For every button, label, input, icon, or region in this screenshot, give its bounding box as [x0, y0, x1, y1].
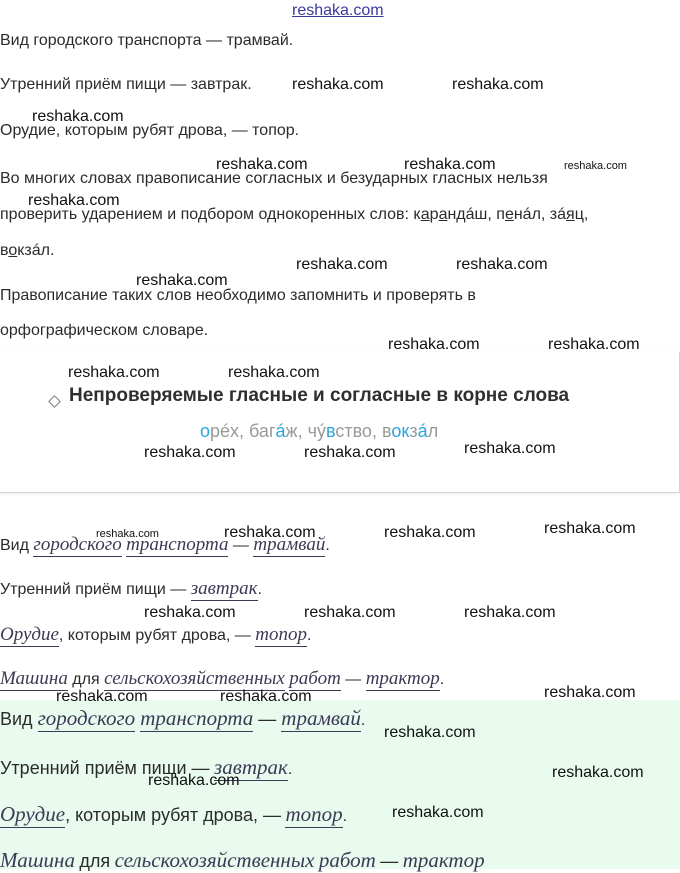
watermark: reshaka.com [96, 528, 159, 540]
watermark: reshaka.com [304, 444, 396, 461]
vowel-underlined: а [438, 206, 448, 223]
watermark: reshaka.com [384, 524, 476, 541]
watermark: reshaka.com [296, 256, 388, 273]
highlight-letter: á [275, 421, 286, 441]
paragraph-line-3 [0, 242, 54, 260]
handwritten-word: топор [285, 802, 343, 826]
answer-text: . [342, 808, 348, 825]
answer-text: для [79, 851, 111, 871]
answer-text: — [258, 709, 277, 729]
example-text: ство, в [335, 421, 392, 441]
para-text: проверить ударением и подбором однокоренных слов: к [0, 206, 421, 223]
watermark: reshaka.com [544, 684, 636, 701]
vowel-underlined: а [420, 206, 430, 223]
answer-line-3-green [0, 802, 347, 827]
example-text: ж, ч [285, 421, 317, 441]
watermark: reshaka.com [544, 520, 636, 537]
answer-text: . [325, 537, 330, 554]
rule-examples [200, 421, 438, 442]
para-text: в [0, 242, 9, 259]
handwritten-word: городского [33, 534, 122, 555]
watermark: reshaka.com [224, 524, 316, 541]
watermark: reshaka.com [220, 688, 312, 705]
para-text: ндáш, п [447, 206, 505, 223]
watermark: reshaka.com [564, 160, 627, 172]
highlight-letter: в [325, 421, 336, 441]
watermark: reshaka.com [304, 604, 396, 621]
handwritten-word: работ [318, 848, 376, 872]
handwritten-word: завтрак [214, 755, 288, 779]
handwritten-word: городского [37, 706, 136, 730]
handwritten-word: транспорта [140, 706, 254, 730]
highlight-letter: к [401, 421, 410, 441]
text-line-2: Утренний приём пищи — завтрак. [0, 76, 252, 93]
vowel-underlined: я [566, 206, 575, 223]
watermark: reshaka.com [452, 76, 544, 93]
watermark: reshaka.com [464, 440, 556, 457]
watermark: reshaka.com [28, 192, 120, 209]
highlight-letter: о [391, 421, 402, 441]
highlight-letter: о [200, 421, 211, 441]
answer-text: для [72, 671, 100, 688]
answer-text: — [380, 851, 399, 871]
watermark: reshaka.com [292, 76, 384, 93]
watermark: reshaka.com [552, 764, 644, 781]
answer-text: , которым рубят дрова, — [65, 805, 281, 825]
watermark: reshaka.com [216, 156, 308, 173]
answer-text: — [345, 671, 362, 688]
answer-line-2-green [0, 755, 292, 780]
watermark: reshaka.com [144, 444, 236, 461]
handwritten-word: транспорта [126, 534, 229, 555]
watermark: reshaka.com [404, 156, 496, 173]
para-text: нáл, зá [513, 206, 567, 223]
handwritten-word: завтрак [190, 578, 258, 599]
example-text: з [409, 421, 418, 441]
answer-text: . [287, 761, 293, 778]
handwritten-word: топор [255, 624, 307, 645]
answer-text: . [439, 671, 445, 688]
watermark: reshaka.com [148, 772, 240, 789]
example-text: ý [316, 421, 326, 441]
example-text: рéх, баг [210, 421, 276, 441]
answer-text: Утренний приём пищи — [0, 758, 210, 778]
highlight-letter: á [417, 421, 428, 441]
vowel-underlined: е [504, 206, 514, 223]
answer-line-4-green [0, 848, 485, 873]
watermark: reshaka.com [456, 256, 548, 273]
watermark: reshaka.com [384, 724, 476, 741]
watermark: reshaka.com [228, 364, 320, 381]
site-link[interactable]: reshaka.com [292, 2, 384, 19]
answer-text: . [257, 581, 262, 598]
answer-text: — [232, 537, 249, 554]
rule-title: Непроверяемые гласные и согласные в корне слова [69, 385, 570, 406]
watermark: reshaka.com [68, 364, 160, 381]
text-line-1: Вид городского транспорта — трамвай. [0, 32, 294, 49]
answer-text: Вид [0, 537, 29, 554]
handwritten-word: трамвай [253, 534, 326, 555]
watermark: reshaka.com [136, 272, 228, 289]
handwritten-word: трактор [365, 668, 440, 689]
handwritten-word: сельскохозяйственных [114, 848, 315, 872]
watermark: reshaka.com [388, 336, 480, 353]
para-text: ц, [574, 206, 589, 223]
answer-text: . [360, 712, 366, 729]
vowel-underlined: о [8, 242, 18, 259]
paragraph-line-5: орфографическом словаре. [0, 322, 209, 339]
handwritten-word: Машина [0, 668, 68, 689]
answer-line-2 [0, 578, 262, 600]
para-text: кзáл. [17, 242, 55, 259]
handwritten-word: трамвай [281, 706, 361, 730]
answer-text: Утренний приём пищи — [0, 581, 187, 598]
handwritten-word: Машина [0, 848, 75, 872]
text-line-3: Орудие, которым рубят дрова, — топор. [0, 122, 300, 139]
handwritten-word: сельскохозяйственных [104, 668, 285, 689]
example-text: л [427, 421, 439, 441]
watermark: reshaka.com [32, 108, 124, 125]
answer-line-1-green [0, 706, 365, 731]
answer-text: , которым рубят дрова, — [58, 627, 251, 644]
watermark: reshaka.com [144, 604, 236, 621]
answer-line-4 [0, 668, 444, 690]
answer-text: . [307, 627, 312, 644]
handwritten-word: Орудие [0, 624, 59, 645]
handwritten-word: трактор [402, 848, 485, 872]
paragraph-line-1: Во многих словах правописание согласных и безударных гласных нельзя [0, 170, 548, 187]
watermark: reshaka.com [56, 688, 148, 705]
answer-line-3 [0, 624, 311, 646]
handwritten-word: Орудие [0, 802, 66, 826]
watermark: reshaka.com [392, 804, 484, 821]
handwritten-word: работ [289, 668, 341, 689]
watermark: reshaka.com [548, 336, 640, 353]
answer-text: Вид [0, 709, 33, 729]
paragraph-line-4: Правописание таких слов необходимо запомнить и проверять в [0, 287, 476, 304]
watermark: reshaka.com [464, 604, 556, 621]
para-text: р [429, 206, 439, 223]
